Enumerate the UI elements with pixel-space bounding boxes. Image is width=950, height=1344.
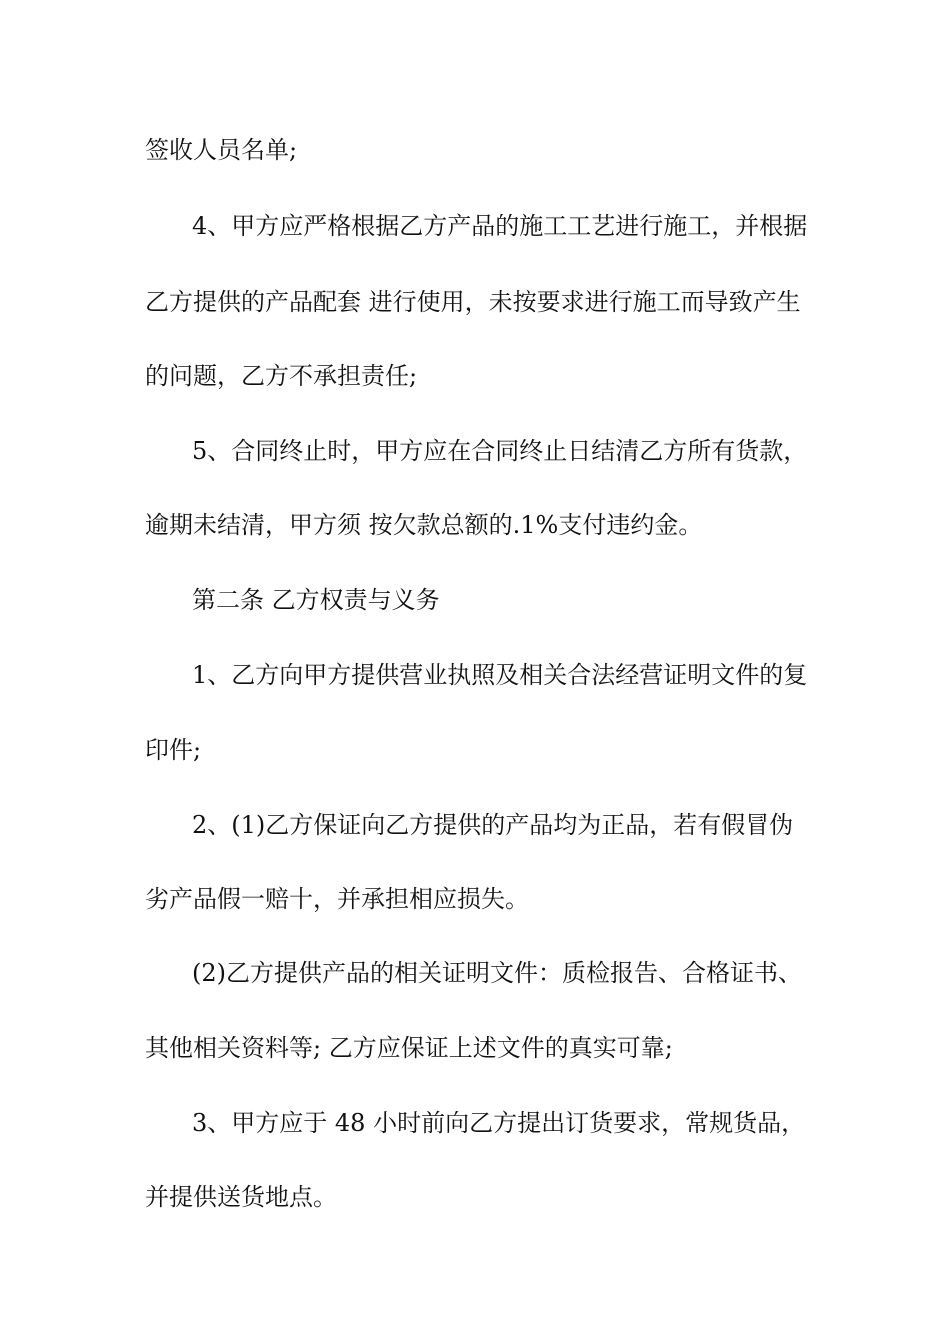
- text-line-article-2-clause-1-start: 1、乙方向甲方提供营业执照及相关合法经营证明文件的复: [192, 661, 808, 689]
- text-line-clause-4-start: 4、甲方应严格根据乙方产品的施工工艺进行施工，并根据: [192, 212, 808, 240]
- text-line-article-2-clause-1-end: 印件;: [145, 736, 202, 764]
- text-line-clause-5-end: 逾期未结清，甲方须 按欠款总额的.1%支付违约金。: [145, 511, 703, 539]
- text-line-article-2-clause-3-start: 3、甲方应于 48 小时前向乙方提出订货要求，常规货品，: [192, 1109, 806, 1137]
- text-line-clause-4-middle: 乙方提供的产品配套 进行使用，未按要求进行施工而导致产生: [145, 288, 801, 316]
- text-line-clause-5-start: 5、合同终止时，甲方应在合同终止日结清乙方所有货款，: [192, 437, 808, 465]
- text-line-article-2-clause-2-sub-start: (2)乙方提供产品的相关证明文件：质检报告、合格证书、: [192, 959, 802, 987]
- section-heading-article-2: 第二条 乙方权责与义务: [192, 586, 440, 614]
- text-line-clause-4-end: 的问题，乙方不承担责任;: [145, 362, 418, 390]
- text-line-article-2-clause-2-sub-end: 其他相关资料等; 乙方应保证上述文件的真实可靠;: [145, 1034, 673, 1062]
- text-line-recipient-list: 签收人员名单;: [145, 136, 298, 164]
- text-line-article-2-clause-3-end: 并提供送货地点。: [145, 1183, 337, 1211]
- text-line-article-2-clause-2-end: 劣产品假一赔十，并承担相应损失。: [145, 885, 529, 913]
- text-line-article-2-clause-2-start: 2、(1)乙方保证向乙方提供的产品均为正品，若有假冒伪: [192, 811, 794, 839]
